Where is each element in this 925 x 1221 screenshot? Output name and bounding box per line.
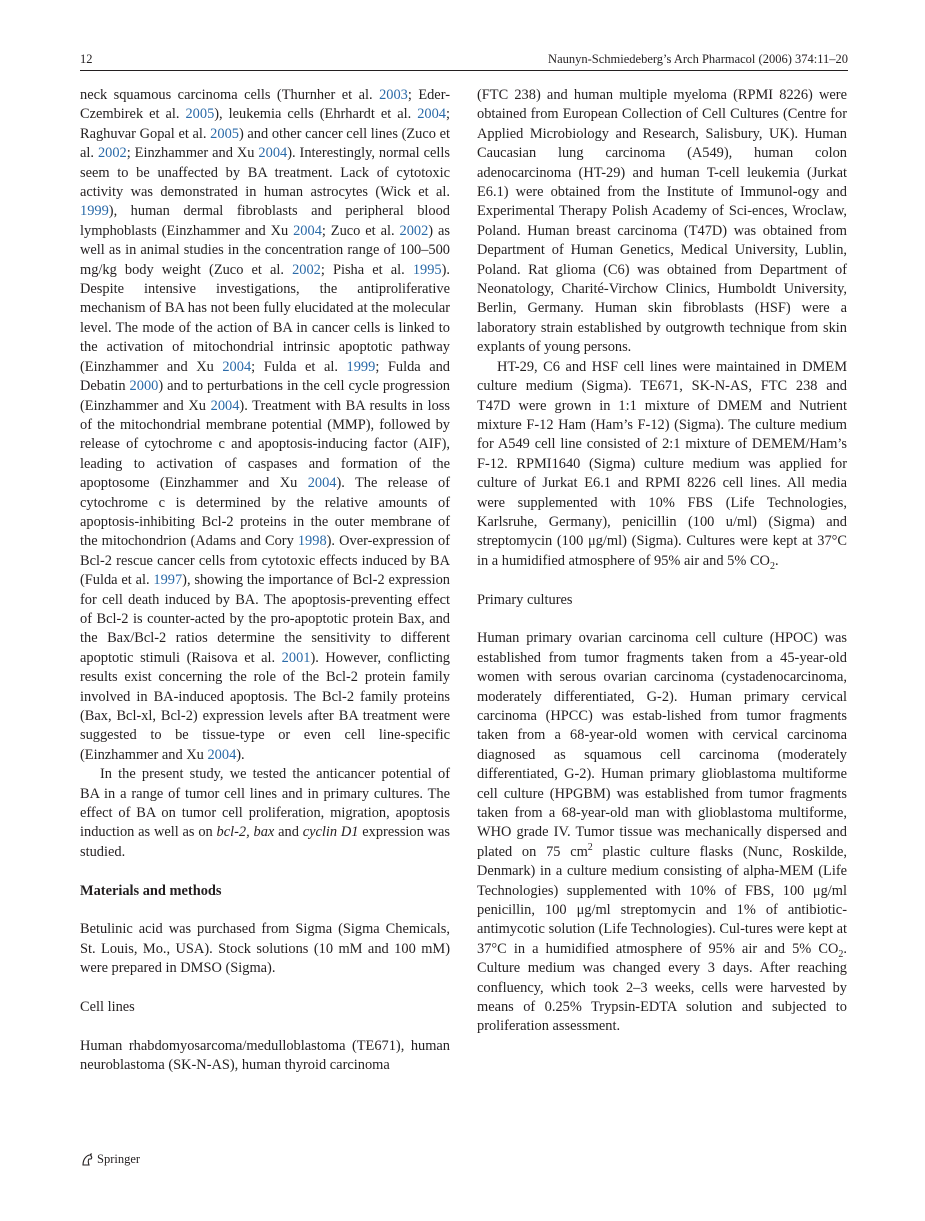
citation-link[interactable]: 2004 (207, 746, 237, 763)
right-column (477, 86, 847, 1037)
paragraph: Betulinic acid was purchased from Sigma (Sigma Chemicals, St. Louis, Mo., USA). Stock solutions (10 mM and 100 mM) were prepared in DMSO (Sigma). (80, 921, 450, 977)
citation-link[interactable]: 2002 (97, 145, 127, 162)
citation-link[interactable]: 1995 (412, 261, 442, 278)
citation-link[interactable]: 1999 (346, 358, 376, 375)
citation-link[interactable]: 2005 (185, 106, 215, 123)
journal-citation: Naunyn-Schmiedeberg’s Arch Pharmacol (2006) 374:11–20 (548, 52, 848, 66)
citation-link[interactable]: 2004 (417, 106, 446, 123)
left-column (80, 86, 450, 1076)
citation-link[interactable]: 2004 (307, 475, 337, 492)
paragraph: Human primary ovarian carcinoma cell culture (HPOC) was established from tumor fragments taken from a 45-year-old women with serous ovarian carcinoma (cystadenocarcinoma, moderately differentiated, G-2). Human primary cervical carcinoma (HPCC) was estab-lished from tumor fragments taken from a 68-year-old women with cervical carcinoma diagnosed as squamous cell carcinoma (moderately differentiated, G-2). Human primary glioblastoma multiforme cell culture (HPGBM) was established from tumor fragments taken from a 68-year-old man with glioblastoma multiforme, WHO grade IV. Tumor tissue was mechanically dispersed and plated on 75 $cm^2$ plastic culture flasks (Nunc, Roskilde, Denmark) in a culture medium consisting of alpha-MEM (Life Technologies) supplemented with 10% of FBS, 100 μg/ml penicillin, 100 μg/ml streptomycin and 1% of antibiotic-antimycotic solution (Life Technologies). Cul-tures were kept at 37°C in a humidified atmosphere of 95% air and 5% $CO_2$. Culture medium was changed every 3 days. After reaching confluency, which took 2–3 weeks, cells were harvested by means of 0.25% Trypsin-EDTA solution and subjected to proliferation assessment. (477, 630, 847, 1035)
paragraph: neck squamous carcinoma cells (Thurnher et al. 2003; Eder-Czembirek et al. 2005), leukemia cells (Ehrhardt et al. 2004; Raghuvar Gopal et al. 2005) and other cancer cell lines (Zuco et al. 2002; Einzhammer and Xu 2004). Interestingly, normal cells seem to be unaffected by BA treatment. Lack of cytotoxic activity was demonstrated in human astrocytes (Wick et al. 1999), human dermal fibroblasts and peripheral blood lymphoblasts (Einzhammer and Xu 2004; Zuco et al. 2002) as well as in animal studies in the concentration range of 100–500 mg/kg body weight (Zuco et al. 2002; Pisha et al. 1995). Despite intensive investigations, the antiproliferative mechanism of BA has not been fully elucidated at the molecular level. The mode of the action of BA in cancer cells is linked to the activation of mitochondrial intrinsic apoptotic pathway (Einzhammer and Xu 2004; Fulda et al. 1999; Fulda and Debatin 2000) and to perturbations in the cell cycle progression (Einzhammer and Xu 2004). Treatment with BA results in loss of the mitochondrial membrane potential (MMP), followed by release of cytochrome c and apoptosis-inducing factor (AIF), leading to activation of caspases and formation of the apoptosome (Einzhammer and Xu 2004). The release of cytochrome c is determined by the relative amounts of apoptosis-inhibiting Bcl-2 proteins in the outer membrane of the mitochondrion (Adams and Cory 1998). Over-expression of Bcl-2 rescue cancer cells from cytotoxic effects induced by BA (Fulda et al. 1997), showing the importance of Bcl-2 expression for cell death induced by BA. The apoptosis-preventing effect of Bcl-2 is counter-acted by the pro-apoptotic protein Bax, and the Bax/Bcl-2 ratios determine the sensitivity to different apoptotic stimuli (Raisova et al. 2001). However, conflicting results exist concerning the role of the Bcl-2 protein family involved in BA-induced apoptosis. The Bcl-2 family proteins (Bax, Bcl-xl, Bcl-2) expression levels after BA treatment were suggested to be tissue-type or even cell line-specific (Einzhammer and Xu 2004). (80, 87, 451, 763)
springer-horse-icon (80, 1153, 94, 1167)
paragraph: In the present study, we tested the anticancer potential of BA in a range of tumor cell lines and in primary cultures. The effect of BA on tumor cell proliferation, migration, apoptosis induction as well as on bcl-2, bax and cyclin D1 expression was studied. (80, 766, 451, 860)
paragraph: HT-29, C6 and HSF cell lines were maintained in DMEM culture medium (Sigma). TE671, SK-N-AS, FTC 238 and T47D were grown in 1:1 mixture of DMEM and Nutrient mixture F-12 Ham (Ham’s F-12) (Sigma). The culture medium for A549 cell line consisted of 2:1 mixture of DEMEM/Ham’s F-12. RPMI1640 (Sigma) culture medium was applied for culture of Jurkat E6.1 and RPMI 8226 cell lines. All media were supplemented with 10% FBS (Life Technologies, Karlsruhe, Germany), penicillin (100 u/ml) (Sigma) and streptomycin (100 μg/ml) (Sigma). Cultures were kept at 37°C in a humidified atmosphere of 95% air and 5% $CO_2$. (477, 358, 847, 572)
citation-link[interactable]: 2002 (399, 222, 429, 239)
citation-link[interactable]: 2003 (379, 87, 408, 103)
subsection-heading-cell-lines: Cell lines (80, 999, 135, 1016)
citation-link[interactable]: 2004 (293, 222, 322, 239)
publisher-footer (80, 1152, 140, 1167)
paragraph: Human rhabdomyosarcoma/medulloblastoma (TE671), human neuroblastoma (SK-N-AS), human thyroid carcinoma (80, 1037, 450, 1074)
citation-link[interactable]: 1999 (80, 203, 109, 220)
citation-link[interactable]: 2004 (222, 358, 252, 375)
publisher-name: Springer (97, 1152, 141, 1166)
subsection-heading-primary-cultures: Primary cultures (477, 591, 573, 608)
running-header (80, 50, 848, 71)
citation-link[interactable]: 2000 (129, 378, 159, 395)
citation-link[interactable]: 2001 (281, 649, 311, 666)
citation-link[interactable]: 2002 (292, 261, 321, 278)
citation-link[interactable]: 2004 (210, 397, 240, 414)
section-heading-methods: Materials and methods (80, 882, 222, 899)
citation-link[interactable]: 1998 (297, 533, 327, 550)
citation-link[interactable]: 2004 (258, 145, 288, 162)
citation-link[interactable]: 1997 (153, 572, 183, 589)
page-number: 12 (80, 52, 93, 66)
citation-link[interactable]: 2005 (210, 125, 239, 142)
paragraph: (FTC 238) and human multiple myeloma (RPMI 8226) were obtained from European Collection of Cell Cultures (Centre for Applied Microbiology and Research, Salisbury, UK). Human Caucasian lung carcinoma (A549), human colon adenocarcinoma (HT-29) and human T-cell leukemia (Jurkat E6.1) were obtained from the Institute of Immunol-ogy and Experimental Therapy Polish Academy of Sci-ences, Wroclaw, Poland. Human breast carcinoma (T47D) was obtained from Department of Human Genetics, Medical University, Lublin, Poland. Rat glioma (C6) was obtained from Department of Neonatology, Charité-Virchow Clinics, Humboldt University, Berlin, Germany. Human skin fibroblasts (HSF) were a laboratory strain established by outgrowth technique from skin explants of young persons. (477, 87, 847, 356)
